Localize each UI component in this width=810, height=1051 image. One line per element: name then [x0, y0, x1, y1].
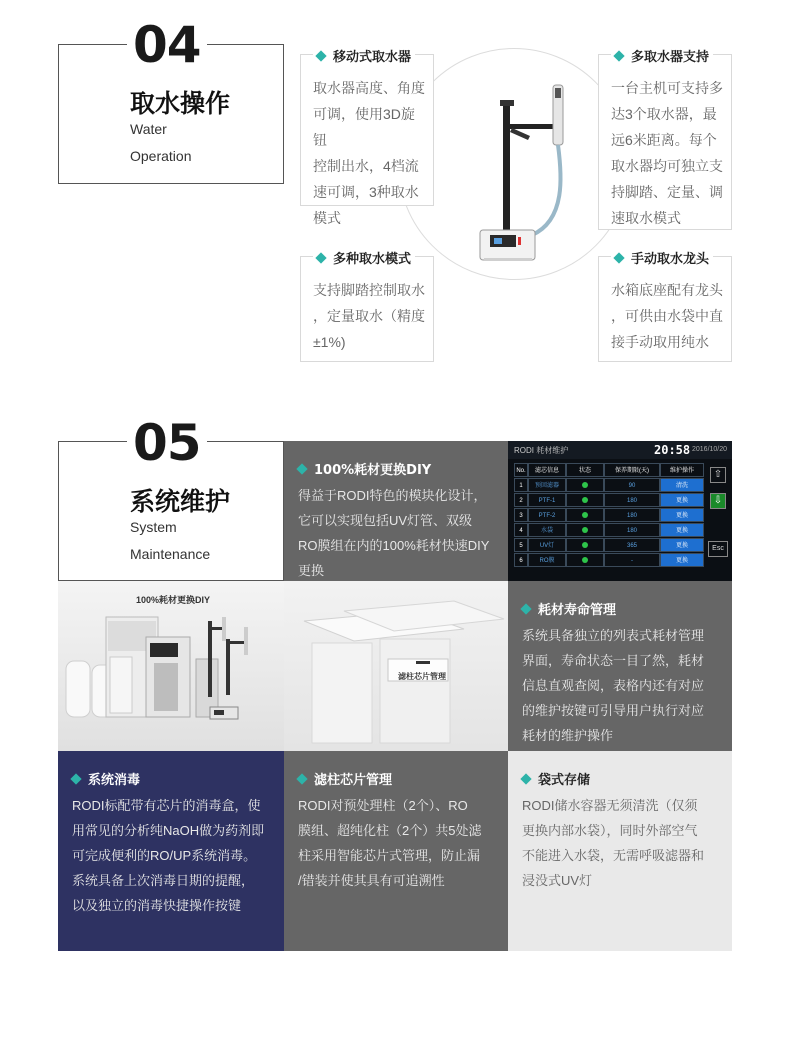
system-units-illustration [58, 581, 284, 751]
screen-table-cell: 3 [514, 508, 528, 522]
cell-text [522, 793, 722, 893]
feature-text [611, 75, 723, 231]
screen-table-cell: 水袋 [528, 523, 566, 537]
arrow-up-button[interactable]: ⇧ [710, 467, 726, 483]
status-cell [566, 538, 604, 552]
feature-line: 速取水模式 [611, 210, 681, 226]
section05-subtitle-1: System [130, 519, 177, 535]
screen-table [514, 463, 704, 575]
cell-title: 100%耗材更换DIY [314, 463, 432, 478]
cell-line: 耗材的维护操作 [522, 728, 614, 743]
diamond-bullet-icon [520, 603, 531, 614]
feature-text [313, 277, 425, 355]
filter-cartridge-illustration [284, 581, 508, 751]
screen-table-cell: 90 [604, 478, 660, 492]
status-cell [566, 478, 604, 492]
screen-title: RODI 耗材维护 [514, 446, 569, 455]
cell-line: 界面，寿命状态一目了然，耗材 [522, 653, 705, 668]
maintenance-action-button[interactable]: 清洗 [660, 478, 704, 492]
status-cell [566, 523, 604, 537]
screen-table-cell: PTF-2 [528, 508, 566, 522]
screen-table-cell: 1 [514, 478, 528, 492]
photo-system-diy [58, 581, 284, 751]
section05-number: 05 [127, 418, 207, 468]
section04-subtitle-1: Water [130, 121, 167, 137]
cell-line: 以及独立的消毒快捷操作按键 [72, 898, 242, 913]
feature-line: ，定量取水（精度 [313, 308, 425, 324]
status-cell [566, 508, 604, 522]
diamond-bullet-icon [315, 252, 326, 263]
cell-line: 更换内部水袋），同时外部空气 [522, 823, 698, 838]
screen-table-cell: 预回滤器 [528, 478, 566, 492]
screen-header-cell: No. [514, 463, 528, 477]
screen-table-cell: PTF-1 [528, 493, 566, 507]
photo-filter-chip [284, 581, 508, 751]
feature-line: 水箱底座配有龙头 [611, 282, 723, 298]
feature-title: 手动取水龙头 [631, 252, 710, 267]
screen-table-cell: UV灯 [528, 538, 566, 552]
status-ok-icon [582, 512, 588, 518]
status-ok-icon [582, 482, 588, 488]
diamond-bullet-icon [520, 773, 531, 784]
section04-subtitle-2: Operation [130, 148, 192, 164]
feature-line: 速可调，3种取水 [313, 184, 419, 200]
cell-life-management [508, 581, 732, 751]
cell-title: 耗材寿命管理 [538, 603, 617, 618]
feature-text [611, 277, 723, 355]
diamond-bullet-icon [296, 773, 307, 784]
feature-manual-tap [598, 252, 732, 362]
feature-line: 远6米距离。每个 [611, 132, 717, 148]
maintenance-action-button[interactable]: 更换 [660, 523, 704, 537]
status-cell [566, 553, 604, 567]
cell-line: 系统具备独立的列表式耗材管理 [522, 628, 705, 643]
cell-diy [284, 441, 508, 581]
screen-header-cell: 状态 [566, 463, 604, 477]
cell-line: 不能进入水袋，无需呼吸滤器和 [522, 848, 705, 863]
cell-line: 信息直观查阅，表格内还有对应 [522, 678, 705, 693]
arrow-down-button[interactable]: ⇩ [710, 493, 726, 509]
feature-line: 接手动取用纯水 [611, 334, 709, 350]
feature-line: 取水器高度、角度 [313, 80, 425, 96]
screen-table-cell: 365 [604, 538, 660, 552]
status-ok-icon [582, 527, 588, 533]
screen-time: 20:58 [654, 443, 691, 457]
maintenance-action-button[interactable]: 更换 [660, 553, 704, 567]
diamond-bullet-icon [70, 773, 81, 784]
cell-title: 滤柱芯片管理 [314, 773, 393, 788]
cell-line: /错装并使其具有可追溯性 [298, 873, 445, 888]
feature-title: 多取水器支持 [631, 50, 710, 65]
cell-title: 袋式存储 [538, 773, 591, 788]
cell-line: 浸没式UV灯 [522, 873, 593, 888]
section04-title: 取水操作 [130, 89, 231, 118]
status-ok-icon [582, 542, 588, 548]
cell-line: RO膜组在内的100%耗材快速DIY [298, 538, 490, 553]
cell-line: 可完成便利的RO/UP系统消毒。 [72, 848, 257, 863]
screen-titlebar [508, 441, 732, 459]
esc-button[interactable]: Esc [708, 541, 728, 557]
feature-line: 控制出水，4档流 [313, 158, 419, 174]
feature-line: ，可供由水袋中直 [611, 308, 723, 324]
water-dispenser-illustration [470, 80, 580, 270]
cell-line: RODI标配带有芯片的消毒盒，使 [72, 798, 261, 813]
cell-disinfection [58, 751, 284, 951]
feature-line: ±1%) [313, 334, 346, 350]
photo-caption: 滤柱芯片管理 [398, 672, 446, 681]
feature-title: 多种取水模式 [333, 252, 412, 267]
screen-table-cell: 6 [514, 553, 528, 567]
diamond-bullet-icon [296, 463, 307, 474]
photo-caption: 100%耗材更换DIY [136, 595, 211, 605]
screen-table-cell: RO膜 [528, 553, 566, 567]
feature-text [313, 75, 425, 231]
cell-line: 柱采用智能芯片式管理，防止漏 [298, 848, 481, 863]
maintenance-action-button[interactable]: 更换 [660, 508, 704, 522]
status-cell [566, 493, 604, 507]
maintenance-action-button[interactable]: 更换 [660, 538, 704, 552]
section05-subtitle-2: Maintenance [130, 546, 211, 562]
feature-line: 一台主机可支持多 [611, 80, 723, 96]
diamond-bullet-icon [613, 50, 624, 61]
cell-text [298, 793, 498, 893]
cell-chip-management [284, 751, 508, 951]
cell-line: 膜组、超纯化柱（2个）共5处滤 [298, 823, 482, 838]
screen-table-cell: - [604, 553, 660, 567]
maintenance-action-button[interactable]: 更换 [660, 493, 704, 507]
status-ok-icon [582, 497, 588, 503]
cell-line: 系统具备上次消毒日期的提醒， [72, 873, 255, 888]
cell-line: 的维护按键可引导用户执行对应 [522, 703, 705, 718]
feature-multi-mode [300, 252, 434, 362]
feature-line: 模式 [313, 210, 341, 226]
feature-mobile-dispenser [300, 50, 434, 226]
feature-line: 达3个取水器，最 [611, 106, 717, 122]
screen-table-cell: 2 [514, 493, 528, 507]
feature-line: 可调，使用3D旋钮 [313, 106, 415, 148]
section04-number: 04 [127, 20, 207, 70]
screen-header-cell: 维护操作 [660, 463, 704, 477]
cell-title: 系统消毒 [88, 773, 141, 788]
section05-title: 系统维护 [130, 487, 231, 516]
cell-line: 得益于RODI特色的模块化设计， [298, 488, 487, 503]
feature-title: 移动式取水器 [333, 50, 412, 65]
screen-table-cell: 4 [514, 523, 528, 537]
feature-line: 支持脚踏控制取水 [313, 282, 425, 298]
cell-text [298, 483, 498, 581]
diamond-bullet-icon [315, 50, 326, 61]
screen-table-cell: 180 [604, 523, 660, 537]
screen-header-cell: 保养期限(天) [604, 463, 660, 477]
cell-line: RODI储水容器无须清洗（仅须 [522, 798, 698, 813]
feature-line: 取水器均可独立支 [611, 158, 723, 174]
cell-text [522, 623, 722, 748]
diamond-bullet-icon [613, 252, 624, 263]
status-ok-icon [582, 557, 588, 563]
cell-line: 更换 [298, 563, 325, 578]
feature-line: 持脚踏、定量、调 [611, 184, 723, 200]
screen-date: 2016/10/20 [692, 446, 728, 453]
screen-table-cell: 5 [514, 538, 528, 552]
cell-line: RODI对预处理柱（2个）、RO [298, 798, 468, 813]
cell-text [72, 793, 274, 918]
cell-line: 用常见的分析纯NaOH做为药剂即 [72, 823, 265, 838]
screen-table-cell: 180 [604, 508, 660, 522]
feature-multi-dispenser [598, 50, 732, 230]
cell-maintenance-screen [508, 441, 732, 581]
screen-table-cell: 180 [604, 493, 660, 507]
screen-header-cell: 滤芯信息 [528, 463, 566, 477]
cell-bag-storage [508, 751, 732, 951]
cell-line: 它可以实现包括UV灯管、双级 [298, 513, 473, 528]
